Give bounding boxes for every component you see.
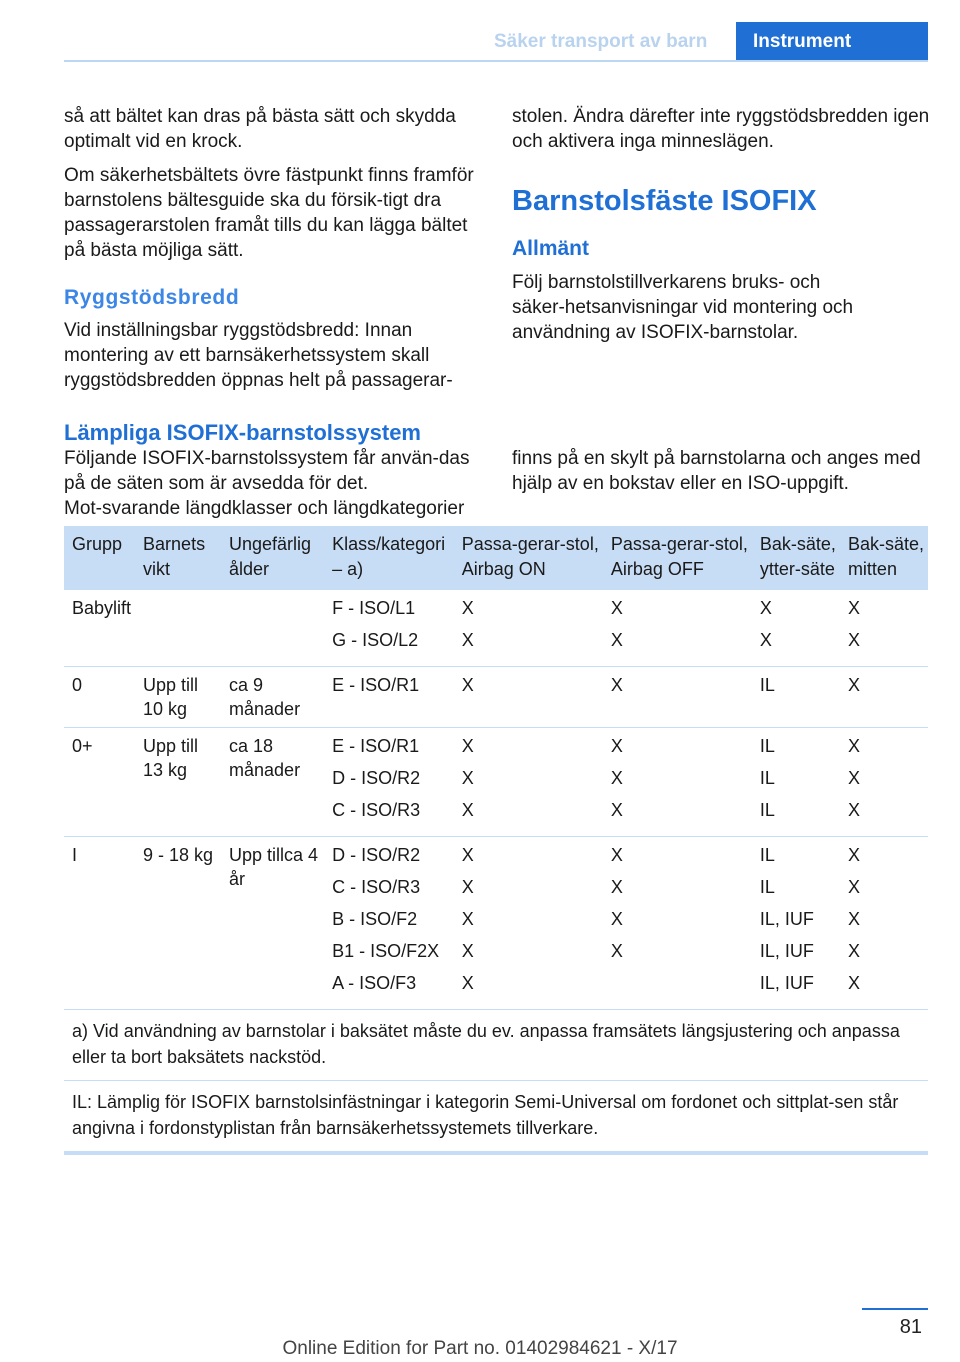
column-header: Ungefärlig ålder (221, 526, 324, 590)
cell-age: ca 9 månader (221, 667, 324, 728)
cell-rear-outer (752, 667, 840, 728)
paragraph: Vid inställningsbar ryggstödsbredd: Innan montering av ett barnsäkerhetssystem skall ryggstödsbredden öppnas helt på passagerar‑ (64, 320, 453, 391)
paragraph: så att bältet kan dras på bästa sätt och skydda optimalt vid en krock. (64, 106, 456, 152)
table-header-row (64, 526, 928, 590)
value-line: IL (759, 736, 775, 756)
cell-group: Babylift (64, 590, 135, 667)
value-line: X (847, 598, 860, 618)
value-line: X (461, 800, 474, 820)
class-line: C - ISO/R3 (332, 877, 421, 897)
class-line: F - ISO/L1 (332, 598, 416, 618)
table-row (64, 837, 928, 1010)
cell-airbag-off (603, 667, 752, 728)
paragraph: stolen. Ändra därefter inte ryggstödsbredden igen och aktivera inga minneslägen. (512, 106, 930, 152)
cell-airbag-on (454, 667, 603, 728)
column-header: Passa‑gerar‑stol, Airbag ON (454, 526, 603, 590)
table-note-row (64, 1010, 928, 1081)
value-line: X (847, 630, 860, 650)
cell-rear-middle (840, 837, 928, 1010)
page-number: 81 (899, 1316, 922, 1338)
paragraph: finns på en skylt på barnstolarna och anges med hjälp av en bokstav eller en ISO‑uppgift. (512, 448, 921, 494)
cell-airbag-on (454, 728, 603, 837)
value-line: X (847, 736, 860, 756)
cell-class (324, 667, 454, 728)
value-line: X (461, 941, 474, 961)
left-column (64, 104, 482, 402)
cell-weight: Upp till 10 kg (135, 667, 221, 728)
running-header-section: Säker transport av barn (494, 31, 708, 52)
value-line (611, 971, 748, 1003)
value-line: X (847, 909, 860, 929)
cell-age (221, 590, 324, 667)
class-line: E - ISO/R1 (332, 736, 420, 756)
column-header: Barnets vikt (135, 526, 221, 590)
cell-weight (135, 590, 221, 667)
cell-group: 0+ (64, 728, 135, 837)
intro-left (64, 446, 482, 530)
paragraph: Följ barnstolstillverkarens bruks‑ och säker‑hetsanvisningar vid montering och användning av ISOFIX‑barnstolar. (512, 272, 854, 343)
edition-footer: Online Edition for Part no. 01402984621 - X/17 (282, 1338, 678, 1359)
column-header: Bak‑säte, mitten (840, 526, 928, 590)
class-line: D - ISO/R2 (332, 768, 421, 788)
cell-class (324, 590, 454, 667)
class-line: D - ISO/R2 (332, 845, 421, 865)
cell-airbag-off (603, 728, 752, 837)
class-line: B - ISO/F2 (332, 909, 418, 929)
subheading-allmant: Allmänt (512, 237, 590, 260)
cell-airbag-off (603, 590, 752, 667)
column-header: Passa‑gerar‑stol, Airbag OFF (603, 526, 752, 590)
cell-age: Upp tillca 4 år (221, 837, 324, 1010)
cell-airbag-on (454, 590, 603, 667)
table-row (64, 590, 928, 667)
table-heading: Lämpliga ISOFIX‑barnstolssystem (64, 420, 421, 445)
class-line: G - ISO/L2 (332, 630, 419, 650)
cell-rear-middle (840, 728, 928, 837)
value-line: X (610, 909, 623, 929)
value-line: X (610, 675, 623, 695)
cell-group: 0 (64, 667, 135, 728)
value-line: IL (759, 768, 775, 788)
cell-airbag-on (454, 837, 603, 1010)
column-header: Grupp (64, 526, 135, 590)
value-line: X (461, 845, 474, 865)
value-line: X (759, 598, 772, 618)
paragraph: Följande ISOFIX‑barnstolssystem får använ‑das på de säten som är avsedda för det. Mot‑svarande längdklasser och längdkategorier (64, 448, 470, 519)
value-line: X (610, 736, 623, 756)
value-line: X (759, 630, 772, 650)
value-line: X (610, 630, 623, 650)
cell-rear-outer (752, 837, 840, 1010)
value-line: X (610, 941, 623, 961)
class-line: A - ISO/F3 (332, 973, 417, 993)
value-line: X (461, 736, 474, 756)
value-line: X (461, 598, 474, 618)
chapter-tab[interactable]: Instrument (736, 22, 928, 62)
value-line: X (847, 845, 860, 865)
cell-weight: Upp till 13 kg (135, 728, 221, 837)
table-note-row (64, 1081, 928, 1154)
section-heading-isofix: Barnstolsfäste ISOFIX (512, 185, 817, 217)
value-line: X (847, 941, 860, 961)
value-line: X (847, 973, 860, 993)
cell-age: ca 18 månader (221, 728, 324, 837)
cell-weight: 9 - 18 kg (135, 837, 221, 1010)
value-line: IL, IUF (759, 941, 814, 961)
cell-airbag-off (603, 837, 752, 1010)
value-line: X (461, 768, 474, 788)
intro-right (512, 446, 930, 505)
class-line: C - ISO/R3 (332, 800, 421, 820)
value-line: X (847, 768, 860, 788)
value-line: IL (759, 675, 775, 695)
value-line: X (461, 973, 474, 993)
cell-rear-outer (752, 590, 840, 667)
value-line: IL, IUF (759, 973, 814, 993)
column-header: Klass/kategori – a) (324, 526, 454, 590)
cell-class (324, 728, 454, 837)
value-line: X (461, 675, 474, 695)
column-header: Bak‑säte, ytter‑säte (752, 526, 840, 590)
value-line: X (461, 630, 474, 650)
footer-rule (862, 1308, 928, 1310)
value-line: X (847, 877, 860, 897)
cell-group: I (64, 837, 135, 1010)
value-line: X (610, 877, 623, 897)
right-column (512, 104, 930, 354)
table-row (64, 728, 928, 837)
header-rule (64, 60, 928, 62)
value-line: IL, IUF (759, 909, 814, 929)
value-line: X (610, 845, 623, 865)
value-line: IL (759, 845, 775, 865)
section-heading-ryggstodsbredd: Ryggstödsbredd (64, 286, 240, 309)
class-line: E - ISO/R1 (332, 675, 420, 695)
value-line: X (461, 909, 474, 929)
cell-rear-middle (840, 590, 928, 667)
value-line: X (610, 800, 623, 820)
isofix-table (64, 526, 928, 1155)
cell-class (324, 837, 454, 1010)
value-line: X (610, 598, 623, 618)
value-line: X (461, 877, 474, 897)
value-line: IL (759, 800, 775, 820)
value-line: X (847, 675, 860, 695)
value-line: IL (759, 877, 775, 897)
class-line: B1 - ISO/F2X (332, 941, 440, 961)
cell-rear-outer (752, 728, 840, 837)
value-line: X (610, 768, 623, 788)
footnote-a: a) Vid användning av barnstolar i baksätet måste du ev. anpassa framsätets längsjustering och anpassa eller ta bort baksätets nackstöd. (64, 1010, 928, 1081)
table-row (64, 667, 928, 728)
footnote-il: IL: Lämplig för ISOFIX barnstolsinfästningar i kategorin Semi‑Universal om fordonet och sittplat‑sen står angivna i fordonstyplistan från barnsäkerhetssystemets tillverkare. (64, 1081, 928, 1154)
value-line: X (847, 800, 860, 820)
paragraph: Om säkerhetsbältets övre fästpunkt finns framför barnstolens bältesguide ska du försik‑tigt dra passagerarstolen framåt tills du kan lägga bältet på bästa möjliga sätt. (64, 165, 474, 261)
cell-rear-middle (840, 667, 928, 728)
